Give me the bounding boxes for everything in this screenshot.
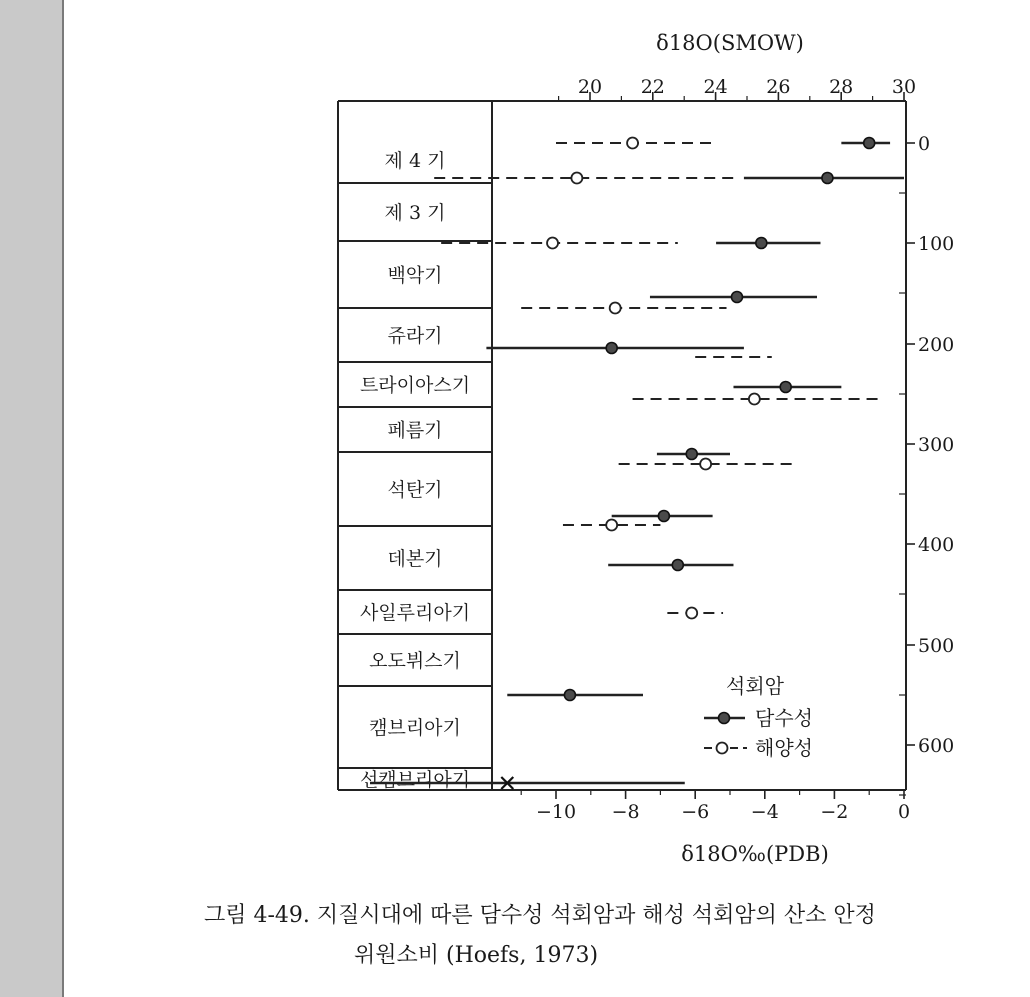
figure-caption: [204, 896, 1030, 976]
period-label: 페름기: [387, 419, 443, 442]
freshwater-point: [864, 138, 875, 149]
legend-marine-label: 해양성: [755, 736, 813, 760]
period-label: 오도뷔스기: [369, 650, 461, 672]
right-tick-label: 500: [918, 635, 955, 657]
marine-point: [571, 173, 582, 184]
legend-freshwater-marker: [719, 713, 730, 724]
period-label: 트라이아스기: [359, 374, 471, 397]
bottom-axis-label: δ18O‰(PDB): [681, 842, 829, 866]
freshwater-point: [822, 173, 833, 184]
bottom-tick-label: −4: [750, 801, 779, 823]
marine-point: [606, 520, 617, 531]
period-label: 사일루리아기: [359, 602, 471, 624]
bottom-tick-label: −10: [535, 801, 577, 823]
top-tick-label: 26: [766, 76, 791, 98]
freshwater-point: [686, 449, 697, 460]
period-label: 제 3 기: [384, 202, 446, 224]
data-series: [370, 138, 904, 790]
top-tick-label: 22: [640, 76, 665, 98]
bottom-tick-label: −2: [820, 801, 849, 823]
top-tick-label: 24: [703, 76, 728, 98]
top-axis-label: δ18O(SMOW): [656, 31, 804, 55]
right-tick-label: 0: [918, 133, 931, 155]
period-label: 선캠브리아기: [359, 769, 471, 791]
right-tick-label: 200: [918, 334, 955, 356]
period-label: 석탄기: [387, 479, 443, 501]
right-tick-label: 100: [918, 233, 955, 255]
freshwater-point: [658, 511, 669, 522]
period-labels: [360, 150, 470, 791]
bottom-tick-label: −6: [681, 801, 710, 823]
top-tick-label: 20: [577, 76, 603, 98]
marine-point: [627, 138, 638, 149]
marine-point: [610, 303, 621, 314]
legend-title: 석회암: [726, 674, 784, 698]
bottom-tick-label: 0: [897, 801, 911, 823]
legend-marine-marker: [717, 743, 728, 754]
period-label: 캠브리아기: [369, 717, 461, 739]
marine-point: [547, 238, 558, 249]
bottom-tick-label: −8: [611, 801, 640, 823]
axes: [521, 31, 954, 866]
right-tick-label: 300: [918, 434, 955, 456]
freshwater-point: [672, 560, 683, 571]
right-tick-label: 600: [918, 735, 955, 757]
marine-point: [700, 459, 711, 470]
freshwater-point: [756, 238, 767, 249]
freshwater-point: [780, 382, 791, 393]
period-label: 백악기: [387, 264, 443, 287]
freshwater-point: [564, 690, 575, 701]
right-tick-label: 400: [918, 534, 955, 556]
period-label: 제 4 기: [384, 150, 446, 172]
top-tick-label: 28: [829, 76, 854, 98]
marine-point: [686, 608, 697, 619]
freshwater-point: [606, 343, 617, 354]
top-tick-label: 30: [891, 76, 917, 98]
caption-line-2: 위원소비 (Hoefs, 1973): [354, 943, 599, 968]
legend: [704, 674, 813, 760]
period-label: 쥬라기: [387, 325, 443, 347]
freshwater-point: [731, 292, 742, 303]
caption-line-1: 그림 4-49. 지질시대에 따른 담수성 석회암과 해성 석회암의 산소 안정: [204, 903, 876, 928]
marine-point: [749, 394, 760, 405]
legend-freshwater-label: 담수성: [755, 706, 813, 730]
period-label: 데본기: [387, 548, 443, 570]
